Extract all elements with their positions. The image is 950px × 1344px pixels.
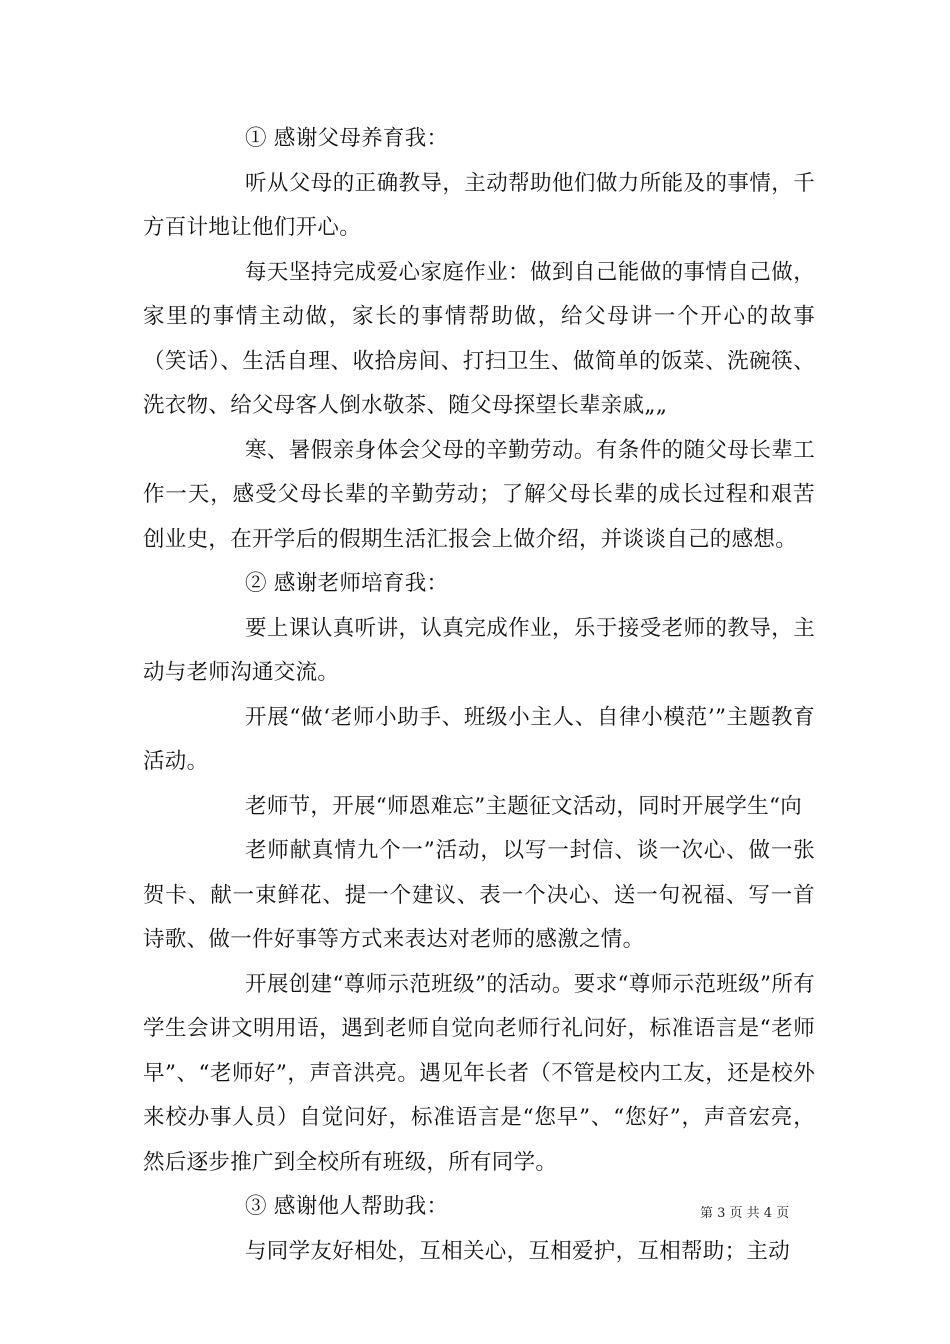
paragraph: 听从父母的正确教导，主动帮助他们做力所能及的事情，千方百计地让他们开心。 (143, 170, 815, 240)
section-heading-teachers: ② 感谢老师培育我： (245, 571, 449, 596)
paragraph: 每天坚持完成爱心家庭作业：做到自己能做的事情自己做，家里的事情主动做，家长的事情帮助做，给父母讲一个开心的故事（笑话）、生活自理、收拾房间、打扫卫生、做简单的饭菜、洗碗筷、洗衣物、给父母客人倒水敬茶、随父母探望长辈亲戚„„ (143, 259, 815, 418)
section-heading-others: ③ 感谢他人帮助我： (245, 1194, 449, 1219)
paragraph: 老师节，开展“师恩难忘”主题征文活动，同时开展学生“向 (245, 793, 803, 819)
paragraph: 开展创建“尊师示范班级”的活动。要求“尊师示范班级”所有学生会讲文明用语，遇到老师自觉向老师行礼问好，标准语言是“老师早”、“老师好”，声音洪亮。遇见年长者（不管是校内工友，还是校外来校办事人员）自觉问好，标准语言是“您早”、“您好”，声音宏亮，然后逐步推广到全校所有班级，所有同学。 (143, 971, 815, 1175)
paragraph: 与同学友好相处，互相关心，互相爱护，互相帮助；主动 (245, 1238, 791, 1264)
section-heading-parents: ① 感谢父母养育我： (245, 126, 449, 151)
document-body (143, 117, 815, 1274)
page-number-footer: 第 3 页 共 4 页 (700, 1206, 790, 1221)
paragraph: 老师献真情九个一”活动，以写一封信、谈一次心、做一张贺卡、献一束鲜花、提一个建议、表一个决心、送一句祝福、写一首诗歌、做一件好事等方式来表达对老师的感激之情。 (143, 838, 815, 952)
paragraph: 要上课认真听讲，认真完成作业，乐于接受老师的教导，主动与老师沟通交流。 (143, 615, 815, 685)
paragraph: 开展“做‘老师小助手、班级小主人、自律小模范’”主题教育活动。 (143, 704, 815, 774)
paragraph: 寒、暑假亲身体会父母的辛勤劳动。有条件的随父母长辈工作一天，感受父母长辈的辛勤劳动；了解父母长辈的成长过程和艰苦创业史，在开学后的假期生活汇报会上做介绍，并谈谈自己的感想。 (143, 437, 815, 552)
